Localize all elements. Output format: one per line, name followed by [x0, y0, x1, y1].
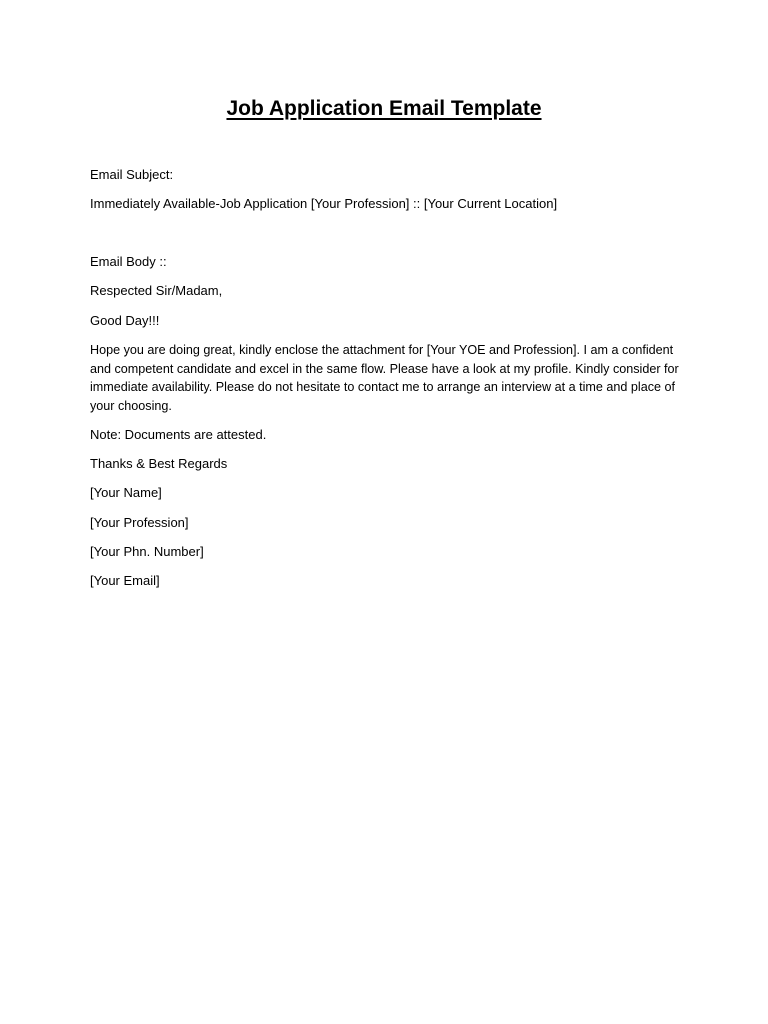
body-paragraph: Hope you are doing great, kindly enclose the attachment for [Your YOE and Profession]. I am a confident and competent candidate and excel in the same flow. Please have a look at my profile. Kindly consider for immediate availability. Please do not hesitate to contact me to arrange an interview at a time and place of your choosing.	[90, 343, 679, 413]
document-title: Job Application Email Template	[226, 97, 542, 120]
note-line: Note: Documents are attested.	[90, 427, 267, 442]
greeting: Good Day!!!	[90, 313, 160, 328]
closing-line: Thanks & Best Regards	[90, 456, 228, 471]
email-body-heading: Email Body ::	[90, 254, 167, 269]
signature-profession: [Your Profession]	[90, 515, 189, 530]
signature-name: [Your Name]	[90, 485, 162, 500]
signature-phone: [Your Phn. Number]	[90, 544, 204, 559]
email-subject-heading: Email Subject:	[90, 167, 174, 182]
signature-email: [Your Email]	[90, 573, 160, 588]
email-subject-line: Immediately Available-Job Application [Your Profession] :: [Your Current Location]	[90, 196, 558, 211]
salutation: Respected Sir/Madam,	[90, 283, 223, 298]
